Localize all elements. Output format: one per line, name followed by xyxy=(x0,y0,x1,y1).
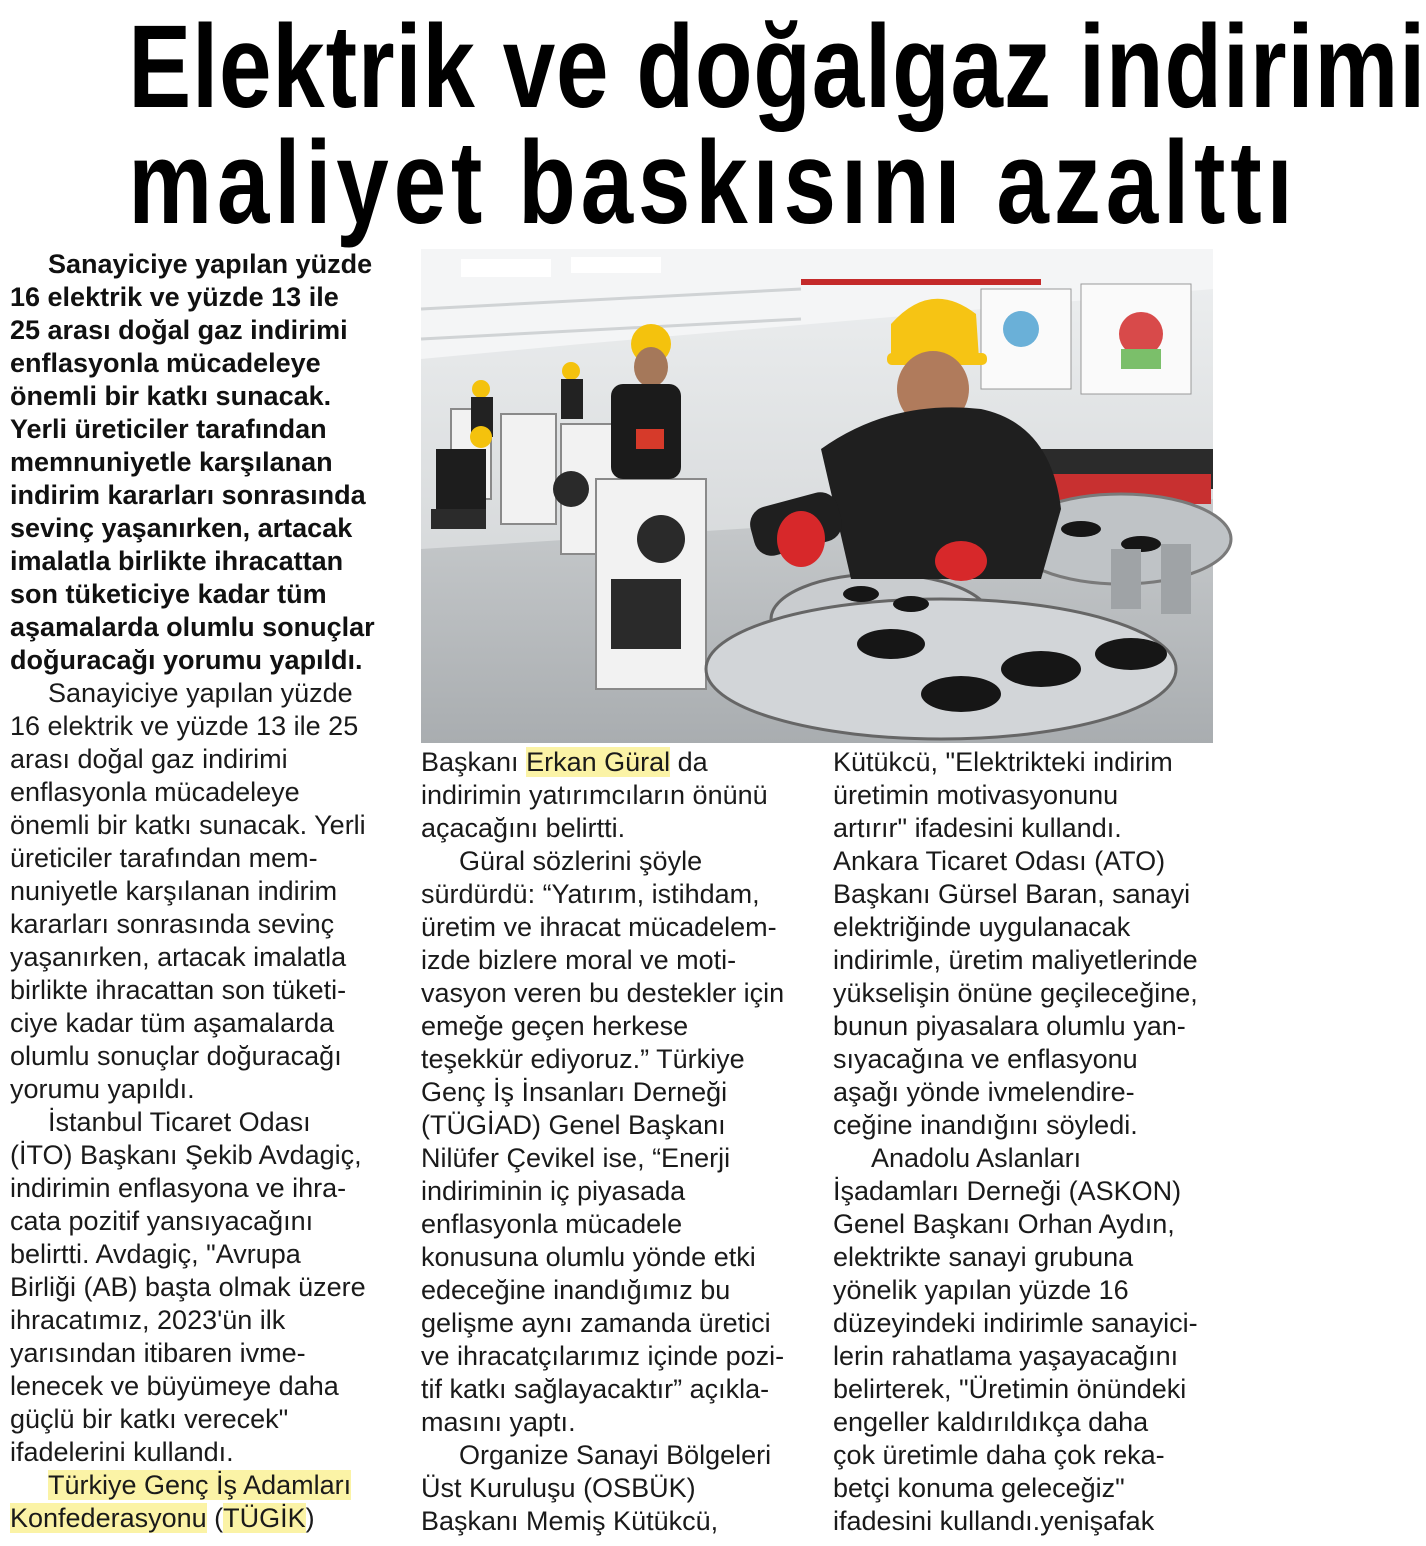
text-line: lenecek ve büyümeye daha xyxy=(10,1371,339,1401)
text-line: sürdürdü: “Yatırım, istihdam, xyxy=(421,879,760,909)
text-line: sıyacağına ve enflasyonu xyxy=(833,1044,1138,1074)
article-column-2 xyxy=(421,746,816,1538)
headline-line-1: Elektrik ve doğalgaz indirimi xyxy=(128,1,1426,133)
text-line: konusuna olumlu yönde etki xyxy=(421,1242,756,1272)
text-line xyxy=(421,746,816,779)
text-line: üretimin motivasyonunu xyxy=(833,780,1119,810)
text-fragment: da xyxy=(670,747,708,777)
text-line: doğuracağı yorumu yapıldı. xyxy=(10,645,363,675)
text-line: teşekkür ediyoruz.” Türkiye xyxy=(421,1044,745,1074)
text-fragment: Başkanı xyxy=(421,747,527,777)
text-line: lerin rahatlama yaşayacağını xyxy=(833,1341,1179,1371)
text-line: açacağını belirtti. xyxy=(421,813,626,843)
body-paragraph xyxy=(833,1142,1213,1538)
text-line: indirimle, üretim maliyetlerinde xyxy=(833,945,1198,975)
text-line: emeğe geçen herkese xyxy=(421,1011,689,1041)
text-line: çok üretimle daha çok reka- xyxy=(833,1440,1165,1470)
text-line: ifadesini kullandı.yenişafak xyxy=(833,1506,1155,1536)
text-line: engeller kaldırıldıkça daha xyxy=(833,1407,1149,1437)
factory-workers-photo xyxy=(421,249,1213,743)
text-line: enflasyonla mücadeleye xyxy=(10,777,300,807)
text-line: Kütükcü, "Elektrikteki indirim xyxy=(833,747,1173,777)
text-line: indirim kararları sonrasında xyxy=(10,480,366,510)
text-line: yorumu yapıldı. xyxy=(10,1074,195,1104)
text-line: yükselişin önüne geçileceğine, xyxy=(833,978,1198,1008)
text-line: Birliği (AB) başta olmak üzere xyxy=(10,1272,366,1302)
text-line: İstanbul Ticaret Odası xyxy=(48,1107,311,1137)
text-line: (İTO) Başkanı Şekib Avdagiç, xyxy=(10,1140,362,1170)
text-line: olumlu sonuçlar doğuracağı xyxy=(10,1041,342,1071)
text-line: Başkanı Gürsel Baran, sanayi xyxy=(833,879,1191,909)
text-line: Üst Kuruluşu (OSBÜK) xyxy=(421,1473,696,1503)
body-paragraph xyxy=(421,845,816,1439)
text-line: belirtti. Avdagiç, "Avrupa xyxy=(10,1239,301,1269)
text-line: indirimin yatırımcıların önünü xyxy=(421,780,768,810)
text-line: 25 arası doğal gaz indirimi xyxy=(10,315,348,345)
text-line: enflasyonla mücadele xyxy=(421,1209,683,1239)
text-line: yarısından itibaren ivme- xyxy=(10,1338,306,1368)
body-paragraph xyxy=(421,1439,816,1538)
text-line: imalatla birlikte ihracattan xyxy=(10,546,344,576)
text-line: ciye kadar tüm aşamalarda xyxy=(10,1008,335,1038)
text-line: İşadamları Derneği (ASKON) xyxy=(833,1176,1182,1206)
text-line: vasyon veren bu destekler için xyxy=(421,978,785,1008)
highlighted-name: Erkan Güral xyxy=(526,747,671,777)
text-line: nuniyetle karşılanan indirim xyxy=(10,876,338,906)
text-line: Anadolu Aslanları xyxy=(871,1143,1082,1173)
text-line: masını yaptı. xyxy=(421,1407,576,1437)
text-line xyxy=(10,1502,405,1535)
highlighted-acronym: TÜGİK xyxy=(223,1503,306,1533)
text-line: arası doğal gaz indirimi xyxy=(10,744,288,774)
text-line: önemli bir katkı sunacak. Yerli xyxy=(10,810,366,840)
text-line: artırır" ifadesini kullandı. xyxy=(833,813,1122,843)
text-line: yönelik yapılan yüzde 16 xyxy=(833,1275,1129,1305)
body-paragraph xyxy=(421,746,816,845)
text-line: düzeyindeki indirimle sanayici- xyxy=(833,1308,1198,1338)
text-line: belirterek, "Üretimin önündeki xyxy=(833,1374,1187,1404)
body-paragraph xyxy=(10,1106,405,1469)
text-line: Sanayiciye yapılan yüzde xyxy=(48,678,353,708)
text-line: ve ihracatçılarımız içinde pozi- xyxy=(421,1341,785,1371)
highlighted-organization: Türkiye Genç İş Adamları xyxy=(48,1470,352,1500)
text-line: ihracatımız, 2023'ün ilk xyxy=(10,1305,286,1335)
lead-paragraph xyxy=(10,248,405,677)
text-line: edeceğine inandığımız bu xyxy=(421,1275,731,1305)
text-line: Organize Sanayi Bölgeleri xyxy=(459,1440,772,1470)
text-line: memnuniyetle karşılanan xyxy=(10,447,333,477)
headline-line-2: maliyet baskısını azalttı xyxy=(128,117,1298,249)
text-line: üretim ve ihracat mücadelem- xyxy=(421,912,777,942)
text-line: 16 elektrik ve yüzde 13 ile xyxy=(10,282,339,312)
text-line: ceğine inandığını söyledi. xyxy=(833,1110,1138,1140)
body-paragraph xyxy=(10,1469,405,1535)
text-line: Yerli üreticiler tarafından xyxy=(10,414,327,444)
text-line: kararları sonrasında sevinç xyxy=(10,909,335,939)
text-line: güçlü bir katkı verecek" xyxy=(10,1404,289,1434)
text-line: Genel Başkanı Orhan Aydın, xyxy=(833,1209,1175,1239)
text-line: Sanayiciye yapılan yüzde xyxy=(48,249,373,279)
text-line: üreticiler tarafından mem- xyxy=(10,843,318,873)
text-line: cata pozitif yansıyacağını xyxy=(10,1206,314,1236)
paren-open: ( xyxy=(206,1503,224,1533)
text-line: Ankara Ticaret Odası (ATO) xyxy=(833,846,1166,876)
text-line: son tüketiciye kadar tüm xyxy=(10,579,327,609)
text-line: (TÜGİAD) Genel Başkanı xyxy=(421,1110,726,1140)
text-line: bunun piyasalara olumlu yan- xyxy=(833,1011,1186,1041)
text-line: betçi konuma geleceğiz" xyxy=(833,1473,1125,1503)
text-line: gelişme aynı zamanda üretici xyxy=(421,1308,771,1338)
text-line: sevinç yaşanırken, artacak xyxy=(10,513,353,543)
text-line: Genç İş İnsanları Derneği xyxy=(421,1077,728,1107)
body-paragraph xyxy=(833,746,1213,1142)
text-line: 16 elektrik ve yüzde 13 ile 25 xyxy=(10,711,359,741)
text-line: indiriminin iç piyasada xyxy=(421,1176,686,1206)
text-line: Güral sözlerini şöyle xyxy=(459,846,703,876)
text-line xyxy=(10,1469,405,1502)
text-line: enflasyonla mücadeleye xyxy=(10,348,321,378)
text-line: aşamalarda olumlu sonuçlar xyxy=(10,612,375,642)
text-line: yaşanırken, artacak imalatla xyxy=(10,942,347,972)
article-column-3 xyxy=(833,746,1213,1538)
text-line: tif katkı sağlayacaktır” açıkla- xyxy=(421,1374,770,1404)
text-line: elektriğinde uygulanacak xyxy=(833,912,1131,942)
text-line: izde bizlere moral ve moti- xyxy=(421,945,737,975)
text-line: ifadelerini kullandı. xyxy=(10,1437,234,1467)
article-column-1 xyxy=(10,248,405,1535)
text-line: elektrikte sanayi grubuna xyxy=(833,1242,1134,1272)
body-paragraph xyxy=(10,677,405,1106)
text-line: önemli bir katkı sunacak. xyxy=(10,381,332,411)
text-line: Nilüfer Çevikel ise, “Enerji xyxy=(421,1143,731,1173)
text-line: Başkanı Memiş Kütükcü, xyxy=(421,1506,719,1536)
text-line: birlikte ihracattan son tüketi- xyxy=(10,975,347,1005)
text-line: aşağı yönde ivmelendire- xyxy=(833,1077,1135,1107)
paren-close: ) xyxy=(305,1503,315,1533)
highlighted-organization: Konfederasyonu xyxy=(10,1503,207,1533)
text-line: indirimin enflasyona ve ihra- xyxy=(10,1173,347,1203)
